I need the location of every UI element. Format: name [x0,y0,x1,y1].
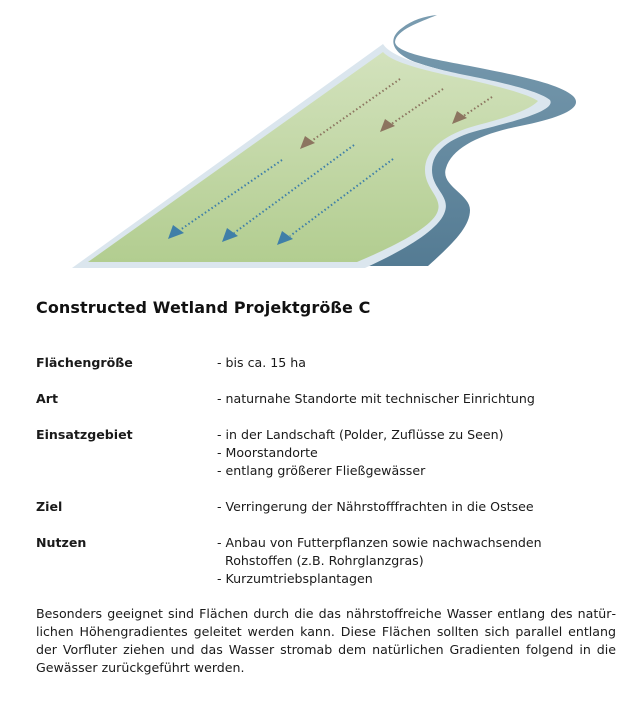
spec-row-einsatzgebiet [36,426,616,480]
spec-row-nutzen [36,534,616,588]
spec-value: - naturnahe Standorte mit technischer Einrichtung [217,391,535,406]
spec-row-flaechengroesse [36,354,616,372]
spec-value: - in der Landschaft (Polder, Zuflüsse zu Seen) [217,427,504,442]
spec-value: Rohstoffen (z.B. Rohrglanzgras) [217,553,424,568]
spec-value: - Moorstandorte [217,445,318,460]
spec-label: Einsatzgebiet [36,427,133,442]
spec-row-art [36,390,616,408]
spec-label: Art [36,391,58,406]
spec-value: - entlang größerer Fließgewässer [217,463,426,478]
page-title: Constructed Wetland Projektgröße C [36,298,371,317]
spec-label: Ziel [36,499,63,514]
spec-row-ziel [36,498,616,516]
spec-value: - Anbau von Futterpflanzen sowie nachwachsenden [217,535,542,550]
spec-value: - bis ca. 15 ha [217,355,306,370]
spec-list [36,354,616,606]
spec-value: - Verringerung der Nährstofffrachten in die Ostsee [217,499,534,514]
spec-values [217,390,616,408]
field [88,52,538,262]
spec-label: Nutzen [36,535,87,550]
spec-values [217,498,616,516]
spec-values [217,354,616,372]
description-paragraph: Besonders geeignet sind Flächen durch die das nährstoffreiche Wasser entlang des natürlichen Höhengradientes geleitet werden kann. Diese Flächen sollten sich parallel entlang der Vorfluter ziehen und das Wasser stromab dem natürlichen Gradienten folgend in die Gewässer zurückgeführt werden. [36,606,616,675]
wetland-illustration [0,0,640,280]
spec-values [217,426,616,480]
spec-label: Flächengröße [36,355,133,370]
spec-value: - Kurzumtriebsplantagen [217,571,373,586]
spec-values [217,534,616,588]
